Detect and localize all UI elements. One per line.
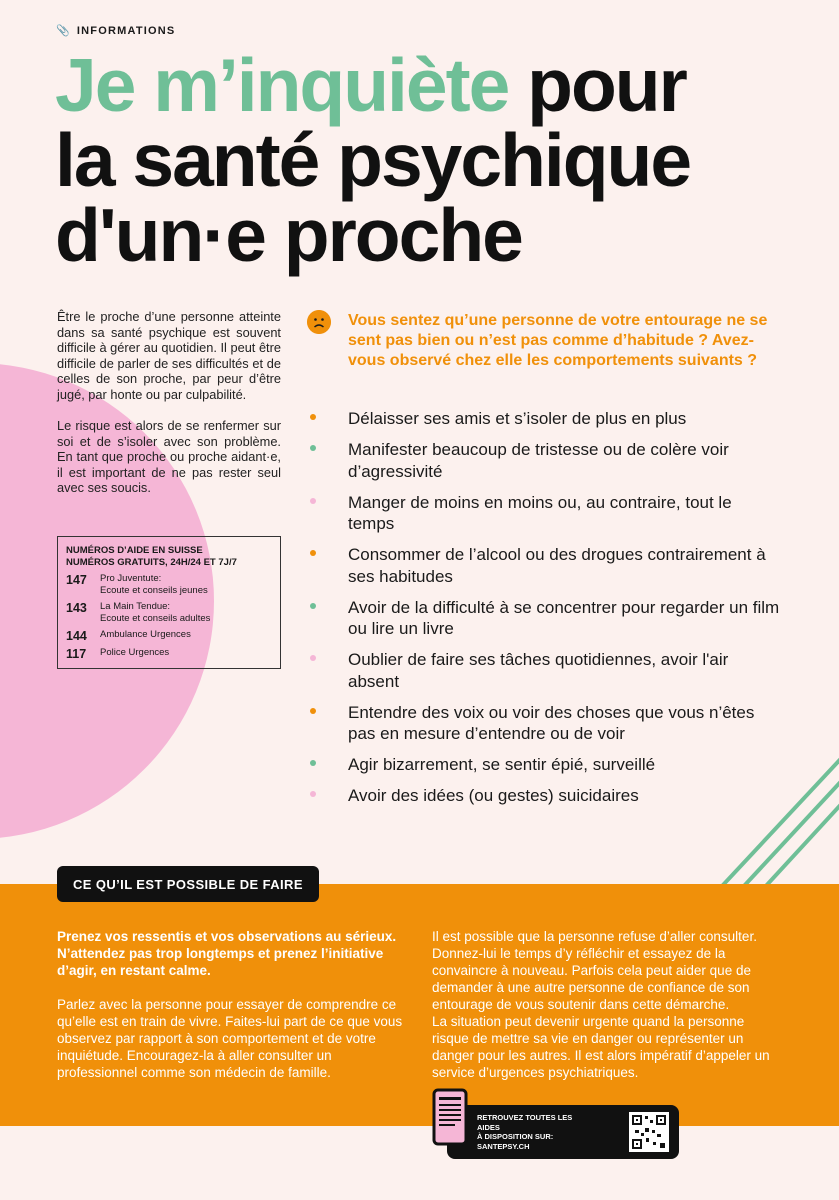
help-number: 117	[66, 647, 87, 661]
bullet-dot-icon	[310, 445, 316, 451]
help-row	[66, 629, 272, 643]
help-row	[66, 601, 272, 625]
behavior-list	[310, 408, 780, 816]
help-number: 143	[66, 601, 87, 615]
bullet-dot-icon	[310, 414, 316, 420]
bullet-dot-icon	[310, 550, 316, 556]
cta-text: RETROUVEZ TOUTES LES AIDES À DISPOSITION SUR: SANTEPSY.CH	[477, 1113, 573, 1151]
behavior-text: Manger de moins en moins ou, au contraire, tout le temps	[348, 492, 732, 533]
action-paragraph: Parlez avec la personne pour essayer de comprendre ce qu’elle est en train de vivre. Faites-lui part de ce que vous observez par rapport à son comportement et de votre inquiétude. Encouragez-la à aller consulter un professionnel comme son médecin de famille.	[57, 997, 403, 1080]
phone-icon	[432, 1088, 468, 1146]
help-name: La Main Tendue:	[100, 601, 171, 612]
bullet-dot-icon	[310, 760, 316, 766]
section-label-button: CE QU’IL EST POSSIBLE DE FAIRE	[57, 866, 319, 902]
help-number: 144	[66, 629, 87, 643]
action-right-column	[432, 928, 784, 1081]
help-name: Ambulance Urgences	[100, 629, 191, 640]
help-name: Pro Juventute:	[100, 573, 162, 584]
bullet-dot-icon	[310, 791, 316, 797]
help-numbers-box	[57, 536, 281, 669]
behavior-item	[310, 754, 780, 776]
behavior-text: Manifester beaucoup de tristesse ou de colère voir d’agressivité	[348, 440, 729, 481]
help-sub: Ecoute et conseils jeunes	[100, 585, 208, 596]
title-line3: d'un·e proche	[55, 193, 522, 277]
behavior-item	[310, 408, 780, 430]
intro-paragraph: Le risque est alors de se renfermer sur soi et de s’isoler avec son problème. En tant que proche ou proche aidant·e, il est important de ne pas rester seul avec ses soucis.	[57, 418, 281, 495]
sad-face-icon	[307, 310, 331, 334]
intro-paragraph: Être le proche d’une personne atteinte dans sa santé psychique est souvent difficile à gérer au quotidien. Il peut être difficile de parler de ses difficultés et de celles de son proche, par peur d’être jugé, par honte ou par culpabilité.	[57, 309, 281, 402]
bullet-dot-icon	[310, 603, 316, 609]
behavior-text: Avoir de la difficulté à se concentrer pour regarder un film ou lire un livre	[348, 597, 780, 638]
title-rest: pour	[508, 43, 686, 127]
paperclip-icon: 📎	[56, 25, 71, 37]
action-lead: Prenez vos ressentis et vos observations au sérieux. N’attendez pas trop longtemps et prenez l’initiative d’agir, en restant calme.	[57, 929, 397, 978]
behavior-item	[310, 702, 780, 745]
behavior-item	[310, 597, 780, 640]
section-tag-label: INFORMATIONS	[76, 24, 176, 37]
behavior-item	[310, 785, 780, 807]
title-accent: Je m’inquiète	[55, 43, 509, 127]
help-row	[66, 573, 272, 597]
help-name: Police Urgences	[100, 647, 170, 658]
bullet-dot-icon	[310, 498, 316, 504]
behavior-item	[310, 439, 780, 482]
behavior-text: Agir bizarrement, se sentir épié, surveillé	[348, 755, 656, 774]
help-sub: Ecoute et conseils adultes	[100, 613, 211, 624]
bullet-dot-icon	[310, 708, 316, 714]
intro-text	[57, 309, 281, 496]
behavior-item	[310, 649, 780, 692]
help-row	[66, 647, 272, 661]
behavior-text: Entendre des voix ou voir des choses que vous n’êtes pas en mesure d’entendre ou de voir	[348, 702, 755, 743]
help-number: 147	[66, 573, 87, 587]
page-title	[55, 43, 815, 277]
title-line2: la santé psychique	[55, 118, 691, 202]
action-paragraph: Il est possible que la personne refuse d’aller consulter. Donnez-lui le temps d’y réfléchir et essayez de la convaincre à nouveau. Parfois cela peut aider que de demander à une autre personne de confiance de son entourage de vous soutenir dans cette démarche.	[432, 929, 757, 1012]
action-left-column	[57, 928, 407, 1081]
website-cta[interactable]	[447, 1105, 679, 1159]
qr-code-icon[interactable]	[629, 1112, 669, 1152]
question-heading: Vous sentez qu’une personne de votre entourage ne se sent pas bien ou n’est pas comme d’habitude ? Avez-vous observé chez elle les comportements suivants ?	[348, 312, 768, 369]
action-paragraph: La situation peut devenir urgente quand la personne risque de mettre sa vie en danger ou représenter un danger pour les autres. Il est alors impératif d’appeler un service d’urgences psychiatriques.	[432, 1014, 770, 1080]
behavior-text: Oublier de faire ses tâches quotidiennes, avoir l'air absent	[348, 650, 729, 691]
section-tag	[56, 24, 175, 37]
behavior-text: Délaisser ses amis et s’isoler de plus en plus	[348, 409, 687, 428]
behavior-item	[310, 544, 780, 587]
behavior-text: Avoir des idées (ou gestes) suicidaires	[348, 786, 639, 805]
behavior-text: Consommer de l’alcool ou des drogues contrairement à ses habitudes	[348, 545, 766, 586]
help-box-title: NUMÉROS D’AIDE EN SUISSE NUMÉROS GRATUITS, 24H/24 ET 7J/7	[66, 545, 237, 568]
behavior-item	[310, 492, 780, 535]
bullet-dot-icon	[310, 655, 316, 661]
